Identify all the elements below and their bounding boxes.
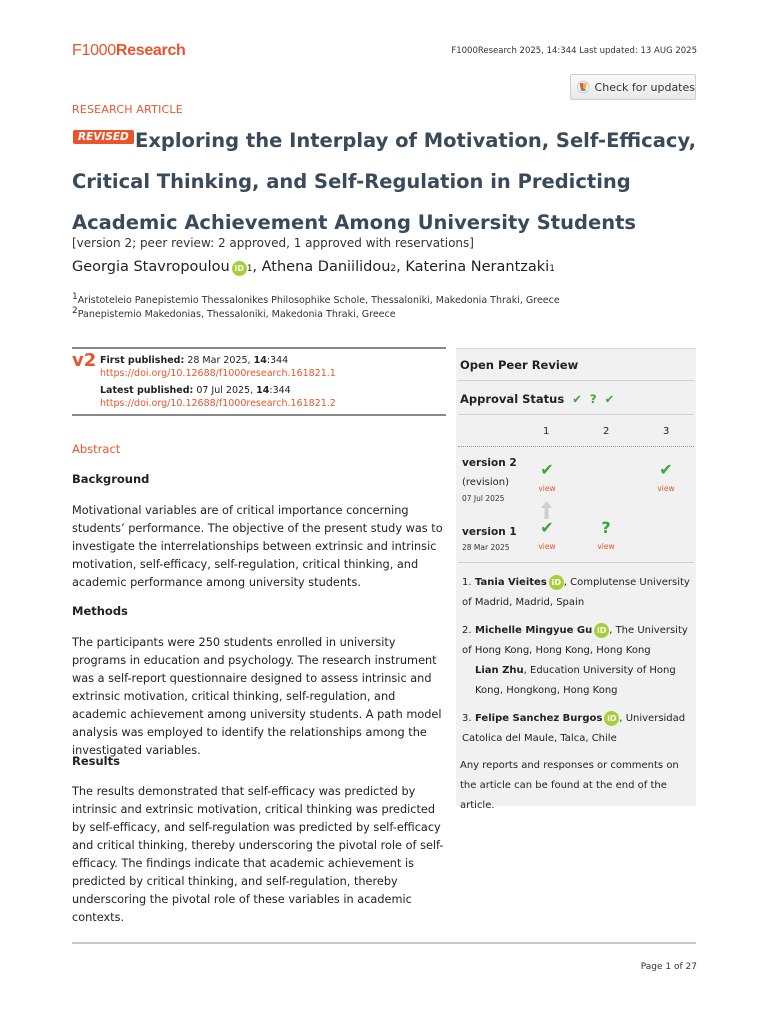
check-for-updates-label: Check for updates [594, 80, 695, 94]
author-name[interactable]: Katerina Nerantzaki [405, 259, 550, 275]
results-text: The results demonstrated that self-efficacy was predicted by intrinsic and extrinsic motivation, critical thinking was predicted by self-efficacy, and self-regulation was predicted by self-efficacy and critical thinking, thereby underscoring the pivotal role of self-efficacy. The findings indicate that academic achievement is predicted by critical thinking, and self-regulation, thereby underscoring the pivotal role of these variables in academic contexts. [72, 785, 444, 924]
version-note[interactable]: [version 2; peer review: 2 approved, 1 approved with reservations] [72, 236, 474, 250]
background-heading: Background [72, 472, 150, 486]
approved-check-icon: ✔ [540, 518, 554, 537]
reviewer-item [462, 573, 694, 613]
approved-check-icon: ✔ [600, 392, 615, 406]
author-name[interactable]: Athena Daniilidou [261, 259, 391, 275]
reviewer-number: 3. [462, 713, 472, 724]
version-1-date: 28 Mar 2025 [462, 543, 510, 552]
reviewer-column-1: 1 [543, 426, 550, 437]
first-published-label: First published: [100, 355, 185, 366]
version-arrow-icon [540, 500, 553, 520]
reviewer-affiliation: , Universidad Catolica del Maule, Talca, Chile [462, 713, 686, 744]
author-affiliation-ref: 1 [549, 264, 555, 274]
revised-badge: REVISED [73, 130, 134, 144]
view-report-link[interactable]: view [538, 484, 556, 493]
first-published-volume: 14 [253, 355, 267, 366]
peer-review-footnote: Any reports and responses or comments on the article can be found at the end of the article. [460, 760, 679, 811]
author-name[interactable]: Georgia Stavropoulou [72, 259, 230, 275]
reviewer-column-3: 3 [663, 426, 670, 437]
author-affiliation-ref: 1 [246, 264, 253, 274]
page-number: Page 1 of 27 [640, 962, 697, 972]
affiliation [72, 306, 396, 320]
crossmark-icon [577, 79, 590, 95]
results-heading: Results [72, 754, 120, 768]
panel-divider [458, 414, 694, 415]
article-type: RESEARCH ARTICLE [72, 103, 183, 116]
article-title: Exploring the Interplay of Motivation, Self-Efficacy, Critical Thinking, and Self-Regulation in Predicting Academic Achievement Among University Students [72, 129, 697, 234]
view-report-link[interactable]: view [538, 542, 556, 551]
reviewer-number: 2. [462, 625, 472, 636]
reviewer-number: 1. [462, 577, 472, 588]
approval-status [460, 392, 614, 406]
affiliation-number: 1 [72, 292, 78, 302]
orcid-icon[interactable]: iD [232, 261, 247, 276]
latest-published-volume: 14 [256, 385, 270, 396]
version-1-label: version 1 [462, 526, 517, 538]
first-doi-link[interactable]: https://doi.org/10.12688/f1000research.161821.1 [100, 368, 336, 379]
affiliation-number: 2 [72, 306, 78, 316]
author-separator: , [252, 259, 262, 275]
methods-text: The participants were 250 students enrolled in university programs in education and psychology. The research instrument was a self-report questionnaire designed to assess intrinsic and extrinsic motivation, critical thinking, self-regulation, and academic achievement among university students. A path model analysis was employed to identify the relationships among the investigated variables. [72, 636, 442, 757]
latest-published-page: :344 [269, 385, 291, 396]
author-list [72, 259, 555, 276]
open-peer-review-title: Open Peer Review [460, 358, 579, 372]
footer-rule [72, 942, 696, 944]
panel-divider [458, 562, 694, 563]
reviewer-item [462, 709, 694, 749]
affiliation-text: Panepistemio Makedonias, Thessaloniki, Makedonia Thraki, Greece [77, 309, 396, 321]
orcid-icon[interactable]: iD [604, 711, 619, 726]
version-2-sub: (revision) [462, 477, 509, 488]
view-report-link[interactable]: view [597, 542, 615, 551]
affiliation-text: Aristoteleio Panepistemio Thessalonikes Philosophike Schole, Thessaloniki, Makedonia Thraki, Greece [77, 295, 560, 307]
co-reviewer-affiliation: , Education University of Hong Kong, Hongkong, Hong Kong [475, 665, 676, 696]
f1000research-logo[interactable] [72, 42, 186, 60]
reviewer-item [462, 621, 694, 701]
version-tag: v2 [72, 350, 97, 371]
reviewer-affiliation: , Complutense University of Madrid, Madrid, Spain [462, 577, 690, 608]
background-text: Motivational variables are of critical importance concerning students’ performance. The objective of the present study was to investigate the interrelationships between extrinsic and intrinsic motivation, self-efficacy, self-regulation, critical thinking, and academic performance among university students. [72, 504, 443, 589]
latest-doi-link[interactable]: https://doi.org/10.12688/f1000research.161821.2 [100, 398, 336, 409]
reviewer-name[interactable]: Michelle Mingyue Gu [475, 625, 593, 636]
first-published-date: 28 Mar 2025, [187, 355, 254, 366]
latest-published [100, 385, 291, 396]
first-published [100, 355, 288, 366]
reviewer-column-2: 2 [603, 426, 610, 437]
approved-check-icon: ✔ [540, 460, 554, 479]
view-report-link[interactable]: view [657, 484, 675, 493]
orcid-icon[interactable]: iD [594, 623, 609, 638]
author-affiliation-ref: 2 [390, 264, 397, 274]
first-published-page: :344 [266, 355, 289, 366]
latest-published-label: Latest published: [100, 385, 194, 396]
co-reviewer-name[interactable]: Lian Zhu [475, 665, 524, 676]
approval-status-label: Approval Status [460, 392, 565, 406]
reviewer-affiliation: , The University of Hong Kong, Hong Kong, Hong Kong [462, 625, 688, 656]
reservations-question-icon: ? [601, 518, 611, 537]
orcid-icon[interactable]: iD [549, 575, 564, 590]
logo-research: Research [115, 42, 186, 59]
logo-f1000: F1000 [72, 42, 116, 59]
abstract-heading: Abstract [72, 442, 121, 456]
latest-published-date: 07 Jul 2025, [196, 385, 257, 396]
reservations-question-icon: ? [585, 392, 597, 406]
affiliation [72, 292, 560, 306]
approved-check-icon: ✔ [568, 392, 582, 406]
author-separator: , [396, 259, 406, 275]
approved-check-icon: ✔ [659, 460, 673, 479]
panel-divider [458, 380, 694, 381]
reviewer-name[interactable]: Felipe Sanchez Burgos [475, 713, 603, 724]
citation-line: F1000Research 2025, 14:344 Last updated: 13 AUG 2025 [451, 46, 697, 56]
version-2-label: version 2 [462, 457, 517, 469]
publication-rule-bottom [72, 414, 446, 416]
publication-rule-top [72, 347, 446, 349]
version-2-date: 07 Jul 2025 [462, 494, 505, 503]
check-for-updates-button[interactable] [570, 74, 696, 100]
methods-heading: Methods [72, 604, 128, 618]
table-divider [458, 446, 694, 447]
co-reviewer [462, 661, 694, 701]
reviewer-name[interactable]: Tania Vieites [475, 577, 547, 588]
